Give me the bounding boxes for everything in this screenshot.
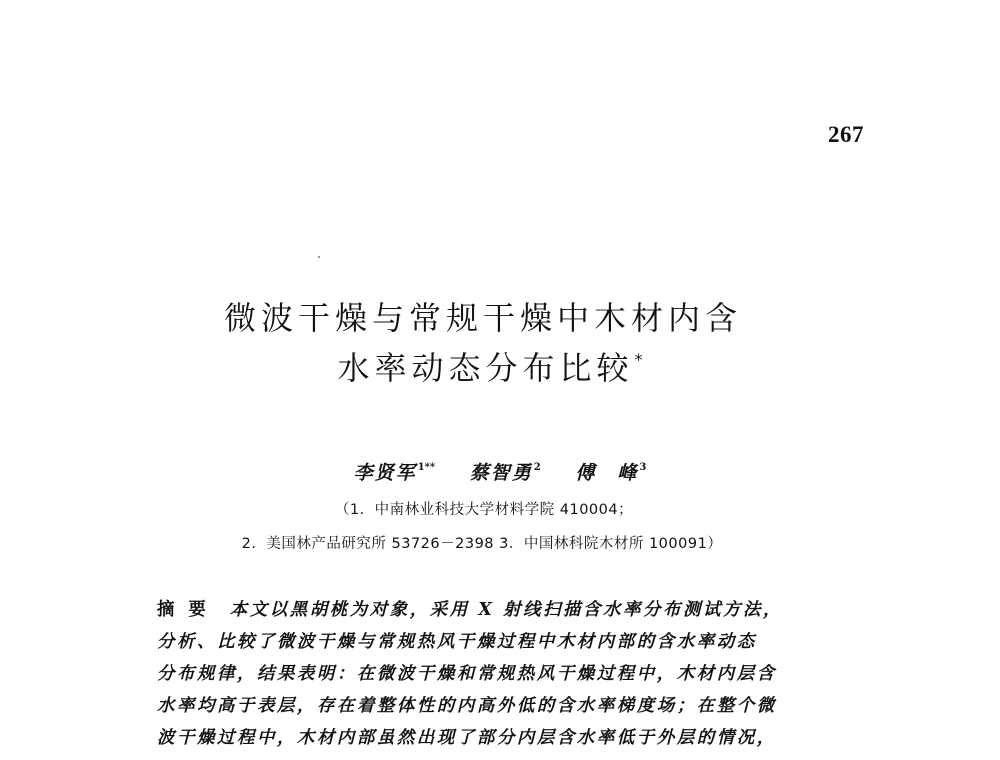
abstract-line-1	[157, 594, 822, 626]
author-1	[354, 458, 435, 485]
title-text-2: 水率动态分布比较	[337, 349, 634, 387]
abstract-line-2: 分析、比较了微波干燥与常规热风干燥过程中木材内部的含水率动态	[157, 632, 757, 652]
author-name: 傅 峰	[575, 462, 639, 484]
author-3	[575, 458, 646, 485]
abstract-text: 本文以黑胡桃为对象，采用 X 射线扫描含水率分布测试方法，	[229, 600, 783, 620]
scan-speck	[318, 256, 320, 258]
abstract	[157, 594, 822, 754]
abstract-line-3: 分布规律，结果表明：在微波干燥和常规热风干燥过程中，木材内层含	[157, 664, 777, 684]
title-footnote-mark: *	[634, 350, 643, 369]
author-affiliation-mark: 2	[533, 462, 541, 473]
author-2	[470, 458, 541, 485]
author-affiliation-mark: 1**	[417, 462, 436, 473]
paper-title-line-1	[0, 298, 983, 338]
paper-title-line-2	[0, 348, 990, 394]
abstract-line-5: 波干燥过程中，木材内部虽然出现了部分内层含水率低于外层的情况，	[157, 728, 777, 748]
author-affiliation-mark: 3	[639, 462, 647, 473]
affiliation-line-1: （1．中南林业科技大学材料学院 410004；	[334, 502, 634, 518]
author-list	[0, 458, 1000, 485]
page-number: 267	[828, 122, 864, 147]
affiliation-line-2: 2．美国林产品研究所 53726－2398 3．中国林科院木材所 100091）	[241, 536, 723, 552]
abstract-line-4: 水率均高于表层，存在着整体性的内高外低的含水率梯度场；在整个微	[157, 696, 777, 716]
author-name: 李贤军	[353, 462, 417, 484]
title-text-1: 微波干燥与常规干燥中木材内含	[223, 299, 742, 337]
abstract-label: 摘要	[157, 600, 220, 620]
author-name: 蔡智勇	[469, 462, 533, 484]
